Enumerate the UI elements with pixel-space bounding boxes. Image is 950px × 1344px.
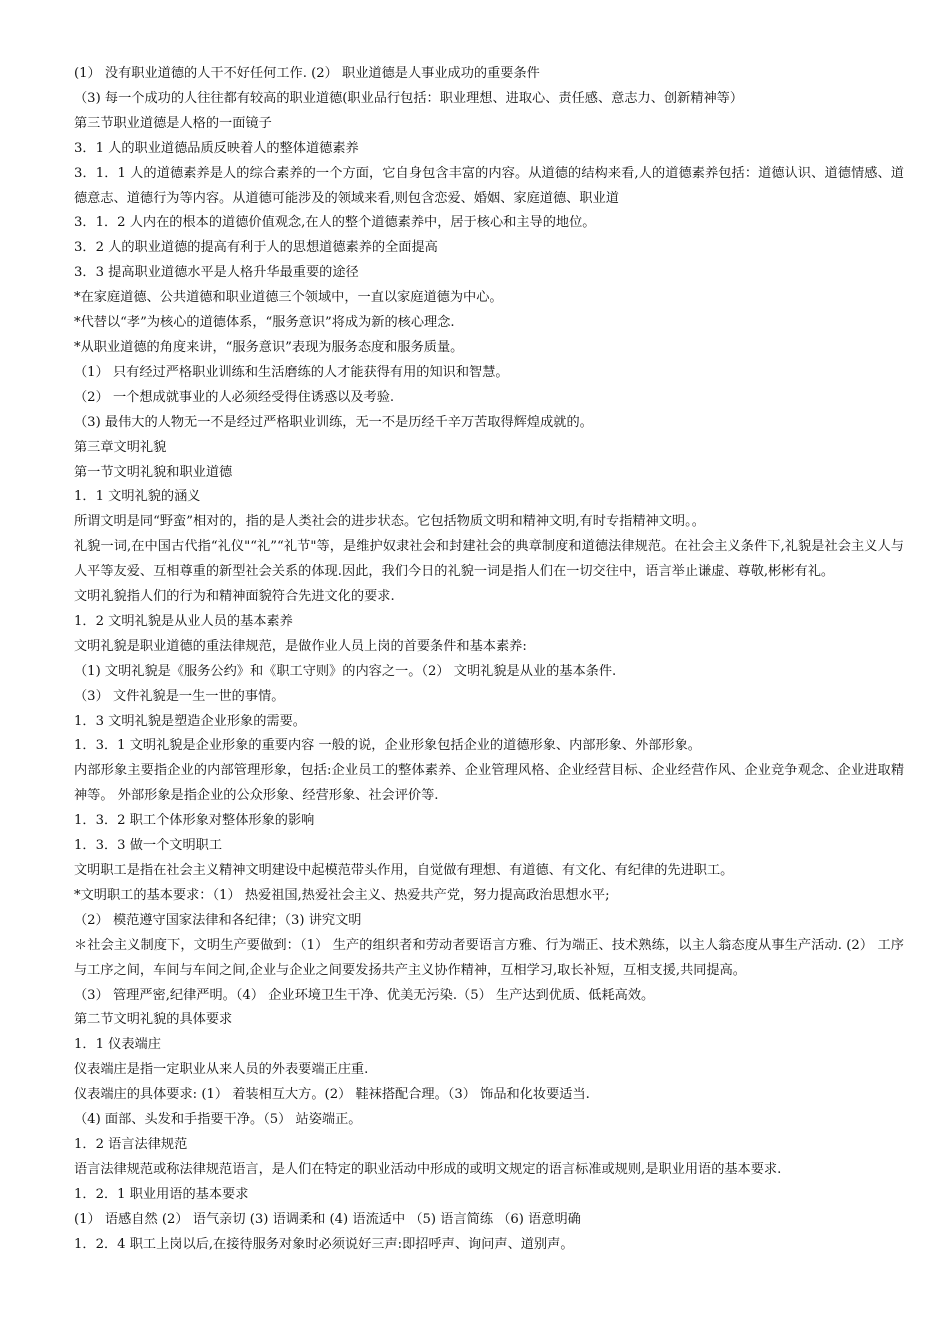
text-line: 文明礼貌是职业道德的重法律规范，是做作业人员上岗的首要条件和基本素养:	[74, 638, 527, 654]
list-item: （3） 文件礼貌是一生一世的事情。	[74, 688, 285, 704]
paragraph: 礼貌一词,在中国古代指“礼仪"“礼”“礼节"等，是维护奴隶社会和封建社会的典章制度和道德法律规范。在社会主义条件下,礼貌是社会主义人与人平等友爱、互相尊重的新型社会关系的体现.因此，我们今日的礼貌一词是指人们在一切交往中，语言举止谦虚、尊敬,彬彬有礼。	[74, 539, 904, 580]
text-line: 语言法律规范或称法律规范语言，是人们在特定的职业活动中形成的或明文规定的语言标准或规则,是职业用语的基本要求.	[74, 1161, 782, 1177]
paragraph: ＊社会主义制度下，文明生产要做到：（1） 生产的组织者和劳动者要语言方雅、行为端正、技术熟练，以主人翁态度从事生产活动. (2） 工序与工序之间，车间与车间之间,企业与企业之间要发扬共产主义协作精神，互相学习,取长补短，互相支援,共同提高。	[74, 937, 904, 978]
list-item: （1) 文明礼貌是《服务公约》和《职工守则》的内容之一。（2） 文明礼貌是从业的基本条件.	[74, 663, 617, 679]
list-item: （4) 面部、头发和手指要干净。（5） 站姿端正。	[74, 1112, 362, 1128]
bullet-item: *在家庭道德、公共道德和职业道德三个领域中，一直以家庭道德为中心。	[74, 290, 503, 306]
subsection-heading: 3．2 人的职业道德的提高有利于人的思想道德素养的全面提高	[74, 240, 438, 256]
subsection-heading: 1．2 语言法律规范	[74, 1136, 188, 1152]
subsection-heading: 1．1 文明礼貌的涵义	[74, 489, 201, 505]
chapter-heading: 第三章文明礼貌	[74, 439, 167, 455]
list-item: （2） 一个想成就事业的人必须经受得住诱惑以及考验.	[74, 389, 395, 405]
list-item: (1） 语感自然 (2） 语气亲切 (3) 语调柔和 (4) 语流适中 （5) 语言简练 （6) 语意明确	[74, 1211, 581, 1227]
text-line: 文明职工是指在社会主义精神文明建设中起模范带头作用，自觉做有理想、有道德、有文化、有纪律的先进职工。	[74, 863, 734, 878]
section-heading: 第一节文明礼貌和职业道德	[74, 464, 233, 480]
text-line: 文明礼貌指人们的行为和精神面貌符合先进文化的要求.	[74, 589, 395, 605]
subsection-heading: 3．3 提高职业道德水平是人格升华最重要的途径	[74, 265, 359, 281]
subsection-heading: 3．1 人的职业道德品质反映着人的整体道德素养	[74, 140, 359, 156]
text-line: 1．2．4 职工上岗以后,在接待服务对象时必须说好三声:即招呼声、询问声、道别声。	[74, 1236, 574, 1252]
text-line: （3) 每一个成功的人往往都有较高的职业道德(职业品行包括：职业理想、进取心、责任感、意志力、创新精神等）	[74, 90, 744, 106]
list-item: （3） 管理严密,纪律严明。（4） 企业环境卫生干净、优美无污染.（5） 生产达到优质、低耗高效。	[74, 987, 655, 1003]
subsection-heading: 1．3 文明礼貌是塑造企业形象的需要。	[74, 713, 306, 729]
text-line: 3．1．2 人内在的根本的道德价值观念,在人的整个道德素养中，居于核心和主导的地位。	[74, 215, 596, 231]
paragraph: 3．1．1 人的道德素养是人的综合素养的一个方面，它自身包含丰富的内容。从道德的结构来看,人的道德素养包括：道德认识、道德情感、道德意志、道德行为等内容。从道德可能涉及的领域来看,则包含恋爱、婚姻、家庭道德、职业道	[74, 165, 904, 206]
section-heading: 第二节文明礼貌的具体要求	[74, 1012, 233, 1028]
subsection-heading: 1．1 仪表端庄	[74, 1037, 161, 1053]
list-item: （3) 最伟大的人物无一不是经过严格职业训练，无一不是历经千辛万苦取得辉煌成就的。	[74, 414, 593, 430]
document-page	[74, 62, 904, 1258]
text-line: 所谓文明是同“野蛮”相对的，指的是人类社会的进步状态。它包括物质文明和精神文明,有时专指精神文明。。	[74, 514, 705, 530]
section-heading: 第三节职业道德是人格的一面镜子	[74, 115, 272, 131]
paragraph: 内部形象主要指企业的内部管理形象，包括:企业员工的整体素养、企业管理风格、企业经营目标、企业经营作风、企业竞争观念、企业进取精神等。 外部形象是指企业的公众形象、经营形象、社会评价等.	[74, 763, 904, 804]
bullet-item: *文明职工的基本要求：（1） 热爱祖国,热爱社会主义、热爱共产党，努力提高政治思想水平;	[74, 887, 610, 903]
text-line: 1．3．2 职工个体形象对整体形象的影响	[74, 813, 315, 829]
text-line: 仪表端庄是指一定职业从来人员的外表要端正庄重.	[74, 1062, 369, 1078]
list-item: （2） 模范遵守国家法律和各纪律；（3) 讲究文明	[74, 912, 362, 928]
subsection-heading: 1．2 文明礼貌是从业人员的基本素养	[74, 613, 293, 629]
text-line: 1．3．1 文明礼貌是企业形象的重要内容 一般的说，企业形象包括企业的道德形象、内部形象、外部形象。	[74, 738, 701, 754]
text-line: 1．3．3 做一个文明职工	[74, 838, 223, 854]
text-line: 1．2．1 职业用语的基本要求	[74, 1186, 249, 1202]
bullet-item: *从职业道德的角度来讲，“服务意识”表现为服务态度和服务质量。	[74, 339, 464, 355]
text-line: (1） 没有职业道德的人干不好任何工作. (2） 职业道德是人事业成功的重要条件	[74, 66, 540, 81]
bullet-item: *代替以“孝”为核心的道德体系，“服务意识”将成为新的核心理念.	[74, 315, 455, 331]
text-line: 仪表端庄的具体要求: (1） 着装相互大方。(2） 鞋袜搭配合理。（3） 饰品和化妆要适当.	[74, 1087, 590, 1103]
list-item: （1） 只有经过严格职业训练和生活磨练的人才能获得有用的知识和智慧。	[74, 364, 509, 380]
